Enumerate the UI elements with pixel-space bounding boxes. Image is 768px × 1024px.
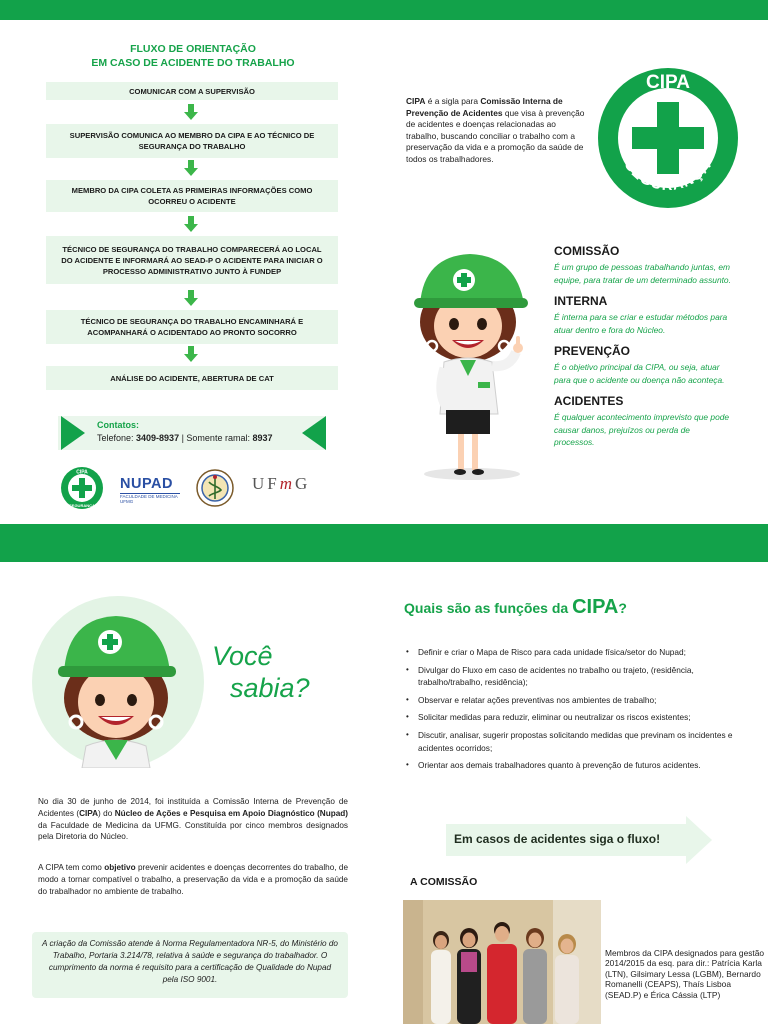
svg-text:CIPA: CIPA: [646, 72, 690, 93]
flow-step-2: SUPERVISÃO COMUNICA AO MEMBRO DA CIPA E AO TÉCNICO DE SEGURANÇA DO TRABALHO: [46, 124, 338, 158]
list-item: • Discutir, analisar, sugerir propostas solicitando medidas que previnam os incidentes e acidentes ocorridos;: [406, 729, 733, 753]
flow-step-6: ANÁLISE DO ACIDENTE, ABERTURA DE CAT: [46, 366, 338, 390]
safety-mascot-illustration: [410, 244, 540, 484]
comissao-heading: A COMISSÃO: [410, 876, 478, 888]
members-caption: Membros da CIPA designados para gestão 2014/2015 da esq. para dir.: Patrícia Karla (LTN), Gilsimary Lessa (LGBM), Bernardo Romanelli (CEAPS), Thaís Lisboa (SEAD.P) e Érica Cássia (LTP): [605, 948, 765, 1000]
contacts-box: [58, 416, 326, 450]
down-arrow-icon: [184, 160, 198, 176]
list-item: • Divulgar do Fluxo em caso de acidentes no trabalho ou trajeto, (residência, trabalho/trabalho, residência);: [406, 664, 694, 688]
contacts-label: Contatos:: [97, 420, 139, 430]
list-item: • Definir e criar o Mapa de Risco para cada unidade física/setor do Nupad;: [406, 647, 686, 657]
functions-list: [404, 646, 754, 777]
term-comissao: COMISSÃO É um grupo de pessoas trabalhando juntas, em equipe, para tratar de um determinado assunto.: [554, 244, 731, 285]
flow-step-1: COMUNICAR COM A SUPERVISÃO: [46, 82, 338, 100]
top-band: [0, 0, 768, 20]
mascot-portrait-illustration: [52, 606, 182, 768]
flow-title-line1: FLUXO DE ORIENTAÇÃO: [130, 43, 256, 55]
term-acidentes: ACIDENTES É qualquer acontecimento imprevisto que pode causar danos, prejuízos ou perda de processos.: [554, 394, 730, 447]
down-arrow-icon: [184, 346, 198, 362]
list-item: • Solicitar medidas para reduzir, eliminar ou neutralizar os riscos existentes;: [406, 712, 691, 723]
down-arrow-icon: [184, 290, 198, 306]
list-item: • Orientar aos demais trabalhadores quanto à prevenção de futuros acidentes.: [406, 760, 701, 771]
terms-list: [554, 244, 732, 457]
committee-group-photo: [403, 900, 601, 1024]
term-prevencao: PREVENÇÃO É o objetivo principal da CIPA, ou seja, atuar para que o acidente ou doença não aconteça.: [554, 344, 725, 385]
ufmg-logo: UFmG: [252, 474, 311, 493]
flow-step-4: TÉCNICO DE SEGURANÇA DO TRABALHO COMPARECERÁ AO LOCAL DO ACIDENTE E INFORMARÁ AO SEAD-P O ACIDENTE PARA INICIAR O PROCESSO ADMINISTRATIVO JUNTO À FUNDEP: [46, 236, 338, 284]
list-item: • Observar e relatar ações preventivas nos ambientes de trabalho;: [406, 694, 657, 705]
functions-title: Quais são as funções da CIPA?: [404, 596, 627, 618]
cipa-intro-text: CIPA é a sigla para Comissão Interna de Prevenção de Acidentes que visa à prevenção de acidentes e doenças relacionadas ao trabalho, buscando conciliar o trabalho com a preservação da vida e a promoção da saúde de todos os trabalhadores.: [406, 96, 585, 164]
flow-title-line2: EM CASO DE ACIDENTE DO TRABALHO: [91, 57, 295, 69]
down-arrow-icon: [184, 216, 198, 232]
cipa-seguranca-logo: [598, 68, 738, 208]
voce-sabia-heading: Você sabia?: [212, 641, 310, 703]
follow-flow-callout: Em casos de acidentes siga o fluxo!: [446, 816, 712, 864]
faculty-seal-logo: [196, 468, 234, 508]
objective-paragraph: A CIPA tem como objetivo prevenir acidentes e doenças decorrentes do trabalho, de modo a tornar compatível o trabalho, a preservação da vida e a promoção da saúde do trabalhador no ambiente de trabalho.: [38, 863, 348, 896]
flow-step-5: TÉCNICO DE SEGURANÇA DO TRABALHO ENCAMINHARÁ E ACOMPANHARÁ O ACIDENTADO AO PRONTO SOCORRO: [46, 310, 338, 344]
phone-number[interactable]: 3409-8937: [136, 433, 180, 443]
down-arrow-icon: [184, 104, 198, 120]
svg-text:SEGURANÇA: SEGURANÇA: [620, 156, 716, 195]
svg-text:CIPA: CIPA: [76, 469, 88, 476]
ramal-number[interactable]: 8937: [252, 433, 273, 443]
cipa-small-logo: [60, 466, 104, 510]
history-paragraph: No dia 30 de junho de 2014, foi instituída a Comissão Interna de Prevenção de Acidentes (CIPA) do Núcleo de Ações e Pesquisa em Apoio Diagnóstico (Nupad) da Faculdade de Medicina da UFMG. Constituída por cinco membros designados pela Diretoria do Núcleo.: [38, 797, 348, 842]
regulation-note: A criação da Comissão atende à Norma Regulamentadora NR-5, do Ministério do Trabalho, Portaria 3.214/78, relativa à saúde e segurança do trabalhador. O cumprimento da norma é requisito para a certificação de Qualidade do Nupad pela ISO 9001.: [32, 932, 348, 998]
svg-text:SEGURANÇA: SEGURANÇA: [69, 503, 95, 508]
middle-band: [0, 524, 768, 562]
nupad-logo: NUPAD FACULDADE DE MEDICINA UFMG: [120, 476, 180, 504]
contacts-line: Telefone: 3409-8937 | Somente ramal: 8937: [97, 433, 273, 443]
flow-step-3: MEMBRO DA CIPA COLETA AS PRIMEIRAS INFORMAÇÕES COMO OCORREU O ACIDENTE: [46, 180, 338, 212]
term-interna: INTERNA É interna para se criar e estudar métodos para atuar dentro e fora do Núcleo.: [554, 294, 728, 335]
flow-title: [48, 42, 338, 70]
